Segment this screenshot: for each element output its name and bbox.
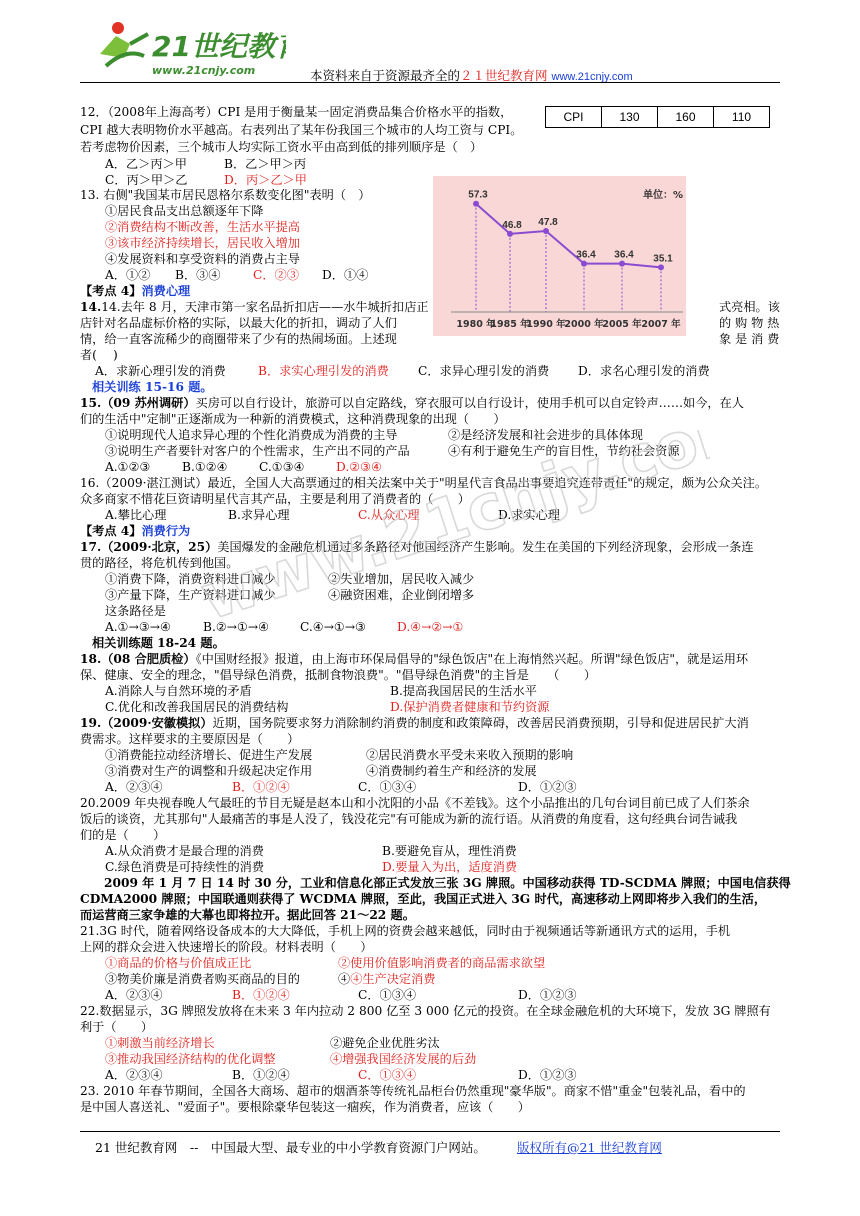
data-label: 47.8 [538,216,558,228]
svg-text:www.21cnjy.com: www.21cnjy.com [152,64,256,77]
site-logo [86,14,286,80]
section-heading-psych: 【考点 4】消费心理 [80,284,191,298]
footer-text: 21 世纪教育网 -- 中国最大型、最专业的中小学教育资源门户网站。 [95,1140,486,1155]
table-cell: 130 [602,107,658,128]
copyright-link[interactable]: 版权所有@21 世纪教育网 [517,1140,662,1155]
data-point [473,201,479,207]
footer-divider [80,1131,780,1132]
category-label: 2000 年 [564,319,604,330]
unit-label: 单位：% [643,190,684,201]
table-cell: CPI [546,107,602,128]
table-cell: 110 [714,107,770,128]
header-source: 本资料来自于资源最齐全的２１世纪教育网 www.21cnjy.com [310,68,633,83]
table-cell: 160 [658,107,714,128]
data-point [658,264,664,270]
category-label: 1985 年 [490,319,530,330]
chart-svg [433,176,686,336]
data-point [619,261,625,267]
runner-logo-icon [86,14,286,80]
data-label: 35.1 [653,253,673,265]
data-label: 36.4 [576,249,596,261]
section-heading-behavior: 【考点 4】消费行为 [80,524,191,538]
cpi-table [545,106,770,128]
data-label: 46.8 [502,219,522,231]
category-label: 2007 年 [641,319,681,330]
data-label: 36.4 [614,249,634,261]
watermark-text: www.21cnjy.com [192,430,710,635]
svg-text:21世纪教育: 21世纪教 [152,30,275,63]
data-point [507,231,513,237]
category-label: 1990 年 [526,319,566,330]
header-url-link[interactable]: www.21cnjy.com [551,71,633,83]
data-label: 57.3 [468,189,488,201]
category-label: 1980 年 [456,319,496,330]
header-divider [80,82,780,83]
category-label: 2005 年 [602,319,642,330]
data-point [581,261,587,267]
data-point [543,228,549,234]
engel-coefficient-chart [433,176,686,336]
